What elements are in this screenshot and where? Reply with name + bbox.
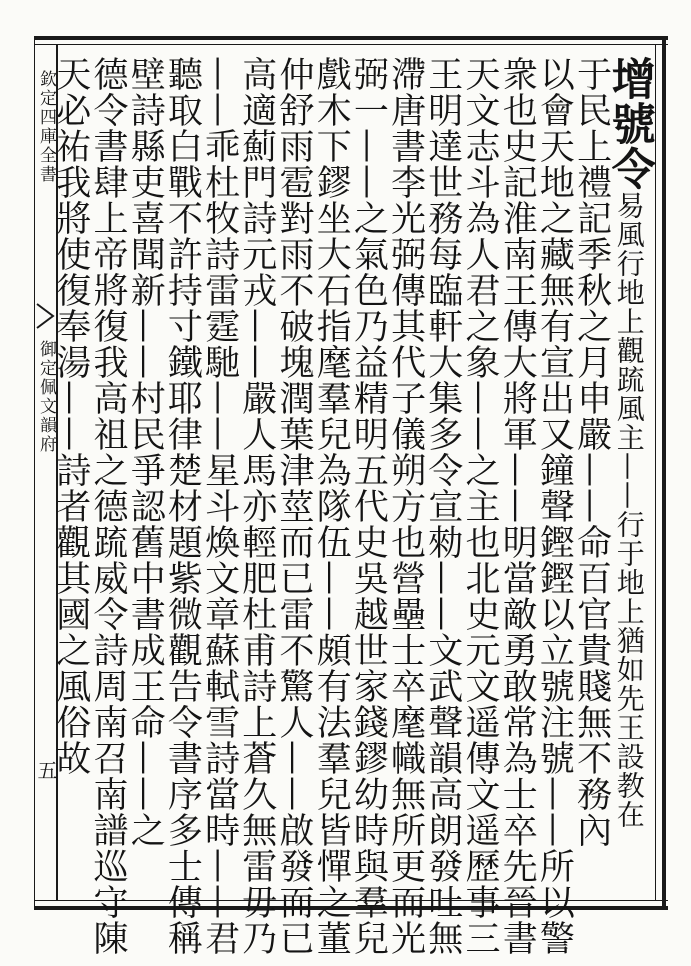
column-text: 德令書肆上帝將復我高祖之德䟽威令詩周南召南譜巡守陳 [88, 56, 128, 956]
margin-page-number: 五 [34, 760, 58, 780]
column-text: 于民上禮記季秋之月申嚴——命百官貴賤無不務內 [571, 56, 612, 848]
column-text: 易風行地上觀䟽風主——行于地上猶如先王設教在 [612, 191, 646, 829]
column-text: 壁詩縣吏喜聞新——村民爭認舊中書成王命——之 [125, 56, 166, 848]
column-text: 仲舒雨雹對雨不破塊潤葉津莖而已雷不驚人——啟發而已 [274, 56, 314, 956]
column-text: ——乖杜牧詩雷霆馳——星斗煥文章蘇軾雪詩當時——君 [199, 56, 240, 956]
column-text: 高適薊門詩元戎——嚴人馬亦輕肥杜甫詩上蒼久無雷毋乃 [236, 56, 277, 956]
column-text: 滯唐書李光弼傳其代子儀朔方也營壘士卒麾幟無所更而光 [385, 56, 426, 956]
text-column [49, 56, 93, 896]
column-text: 天必祐我將使復奉湯——詩者觀其國之風俗故 [50, 56, 91, 776]
frame-border-top-inner [34, 44, 668, 45]
frame-border-top [34, 36, 668, 40]
column-text: 衆也史記淮南王傳大將軍——明當敵勇敢常為士卒先晉書 [497, 56, 538, 956]
column-text: 王明達世務每臨軒大集多令宣勑——文武聲韻高朗發吐無 [422, 56, 463, 956]
margin-book-title: 御定佩文韻府 [36, 340, 56, 454]
frame-border-right-inner [655, 44, 656, 900]
column-text: 聽取白戰不許持寸鐵耶律楚材題紫微觀告令書序多士傳稱 [162, 56, 203, 956]
margin-collection-title: 欽定四庫全書 [36, 70, 56, 184]
frame-border-right [662, 36, 666, 910]
entry-heading: 增號令 [603, 56, 655, 191]
column-text: 天文志斗為人君之象——之主也北史元文遥傳文遥歷事三 [460, 56, 500, 956]
column-text: 弼一——之氣色乃益精明五代史吳越世家錢鏐幼時與羣兒 [348, 56, 389, 956]
column-text: 戲木下鏐坐大石指麾羣兒為隊伍——頗有法羣兒皆憚之董 [311, 56, 352, 956]
column-text: 以會天地之藏無有宣出又鐘聲鏗鏗以立號注號——所以警 [534, 56, 575, 956]
